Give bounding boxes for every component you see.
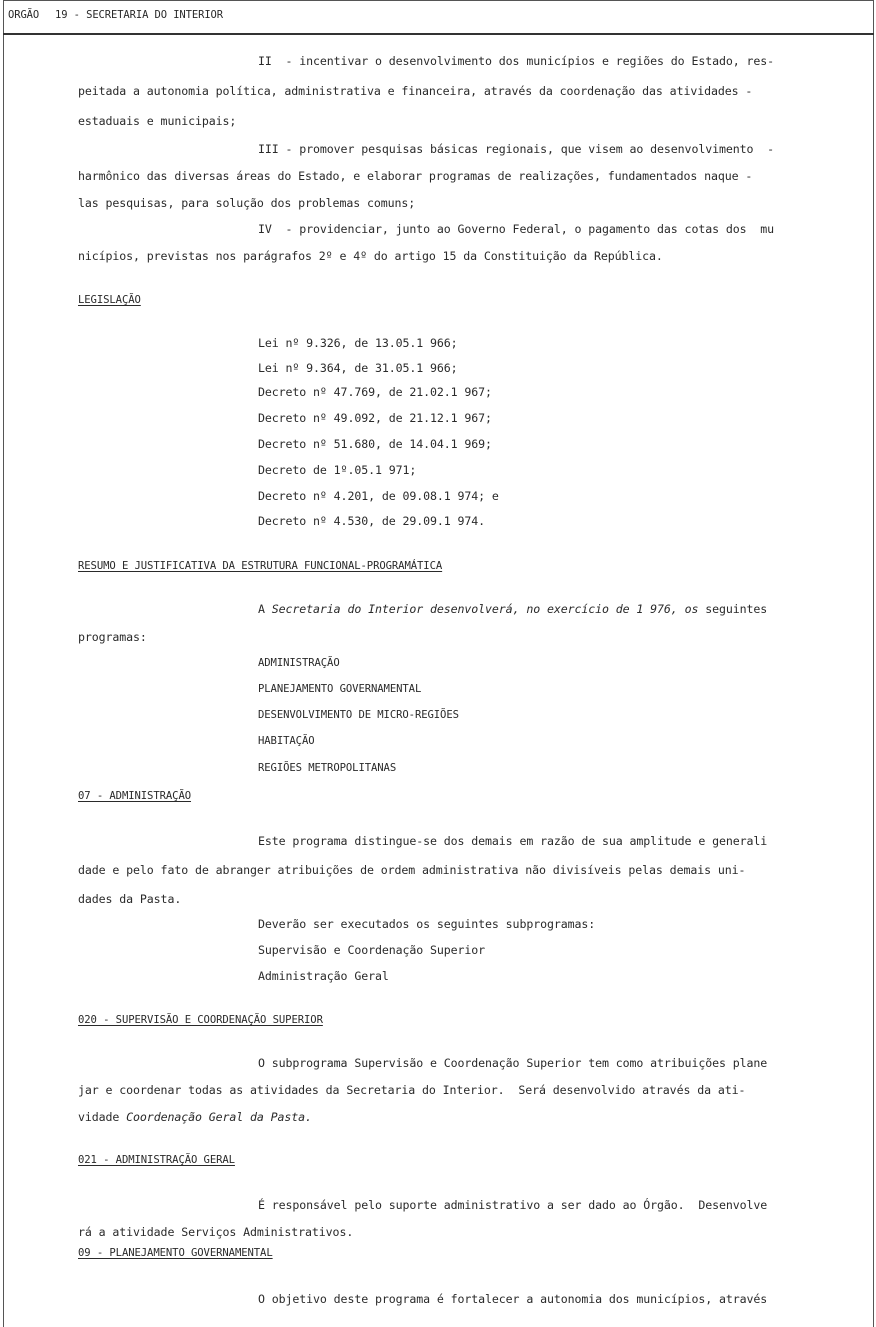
section-heading-021: 021 - ADMINISTRAÇÃO GERAL bbox=[78, 1154, 235, 1166]
resumo-line bbox=[258, 604, 767, 616]
program-item: ADMINISTRAÇÃO bbox=[258, 657, 340, 669]
paragraph-line: Administração Geral bbox=[258, 969, 389, 983]
section-heading-resumo: RESUMO E JUSTIFICATIVA DA ESTRUTURA FUNCIONAL-PROGRAMÁTICA bbox=[78, 560, 443, 572]
intro-line: las pesquisas, para solução dos problemas comuns; bbox=[78, 196, 416, 210]
paragraph-italic-text: Coordenação Geral da Pasta. bbox=[126, 1110, 312, 1124]
page-left-border bbox=[3, 0, 4, 1327]
intro-line: III - promover pesquisas básicas regionais, que visem ao desenvolvimento - bbox=[258, 142, 775, 156]
orgao-name: 19 - SECRETARIA DO INTERIOR bbox=[55, 9, 223, 21]
paragraph-line bbox=[78, 1112, 312, 1124]
resumo-line: programas: bbox=[78, 630, 147, 644]
page-right-border bbox=[873, 0, 874, 1327]
page-top-border bbox=[3, 0, 874, 1]
law-item: Lei nº 9.326, de 13.05.1 966; bbox=[258, 336, 458, 350]
intro-line: IV - providenciar, junto ao Governo Federal, o pagamento das cotas dos mu bbox=[258, 222, 775, 236]
intro-line: peitada a autonomia política, administrativa e financeira, através da coordenação das atividades - bbox=[78, 84, 753, 98]
intro-line: estaduais e municipais; bbox=[78, 114, 237, 128]
paragraph-line: É responsável pelo suporte administrativo a ser dado ao Órgão. Desenvolve bbox=[258, 1198, 768, 1212]
law-item: Decreto nº 47.769, de 21.02.1 967; bbox=[258, 385, 492, 399]
paragraph-line: Deverão ser executados os seguintes subprogramas: bbox=[258, 917, 596, 931]
section-heading-07: 07 - ADMINISTRAÇÃO bbox=[78, 790, 192, 802]
paragraph-line: O objetivo deste programa é fortalecer a autonomia dos municípios, através bbox=[258, 1292, 768, 1306]
section-heading-legislacao: LEGISLAÇÃO bbox=[78, 294, 141, 306]
section-heading-09: 09 - PLANEJAMENTO GOVERNAMENTAL bbox=[78, 1247, 273, 1259]
paragraph-line: dade e pelo fato de abranger atribuições de ordem administrativa não divisíveis pelas demais uni- bbox=[78, 863, 746, 877]
law-item: Lei nº 9.364, de 31.05.1 966; bbox=[258, 361, 458, 375]
program-item: PLANEJAMENTO GOVERNAMENTAL bbox=[258, 683, 422, 695]
paragraph-line: Supervisão e Coordenação Superior bbox=[258, 943, 486, 957]
law-item: Decreto nº 4.530, de 29.09.1 974. bbox=[258, 514, 486, 528]
program-item: DESENVOLVIMENTO DE MICRO-REGIÕES bbox=[258, 709, 459, 721]
intro-line: nicípios, previstas nos parágrafos 2º e 4º do artigo 15 da Constituição da República. bbox=[78, 249, 663, 263]
resumo-italic-text: Secretaria do Interior desenvolverá, no exercício de 1 976, os bbox=[271, 602, 699, 616]
paragraph-line: O subprograma Supervisão e Coordenação Superior tem como atribuições plane bbox=[258, 1056, 768, 1070]
paragraph-line: Este programa distingue-se dos demais em razão de sua amplitude e generali bbox=[258, 834, 768, 848]
intro-line: II - incentivar o desenvolvimento dos municípios e regiões do Estado, res- bbox=[258, 54, 775, 68]
law-item: Decreto de 1º.05.1 971; bbox=[258, 463, 417, 477]
section-heading-020: 020 - SUPERVISÃO E COORDENAÇÃO SUPERIOR bbox=[78, 1014, 323, 1026]
orgao-label: ORGÃO bbox=[8, 9, 40, 21]
program-item: REGIÕES METROPOLITANAS bbox=[258, 762, 397, 774]
paragraph-line: jar e coordenar todas as atividades da Secretaria do Interior. Será desenvolvido através da ati- bbox=[78, 1083, 746, 1097]
resumo-text: A bbox=[258, 602, 272, 616]
paragraph-text: vidade bbox=[78, 1110, 127, 1124]
intro-line: harmônico das diversas áreas do Estado, e elaborar programas de realizações, fundamentados naque - bbox=[78, 169, 753, 183]
resumo-text: seguintes bbox=[698, 602, 768, 616]
paragraph-line: dades da Pasta. bbox=[78, 892, 182, 906]
law-item: Decreto nº 51.680, de 14.04.1 969; bbox=[258, 437, 492, 451]
law-item: Decreto nº 4.201, de 09.08.1 974; e bbox=[258, 489, 499, 503]
header-divider bbox=[3, 33, 874, 35]
law-item: Decreto nº 49.092, de 21.12.1 967; bbox=[258, 411, 492, 425]
program-item: HABITAÇÃO bbox=[258, 735, 315, 747]
paragraph-line: rá a atividade Serviços Administrativos. bbox=[78, 1225, 354, 1239]
